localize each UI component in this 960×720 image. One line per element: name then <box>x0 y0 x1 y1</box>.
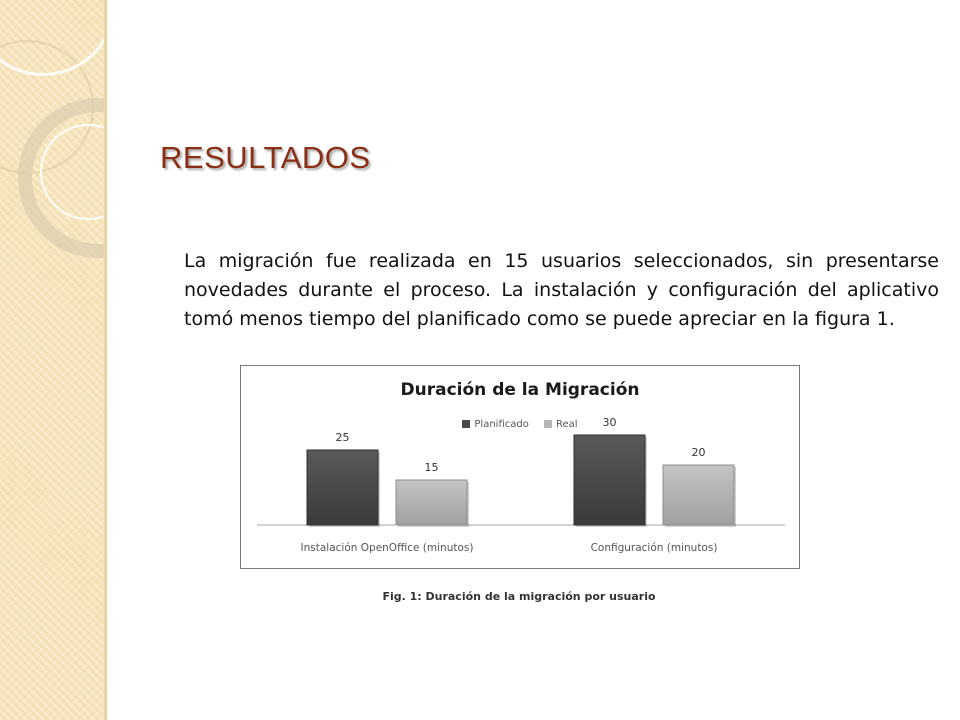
bar-real-2 <box>663 465 734 525</box>
data-label: 30 <box>602 416 617 429</box>
chart-title: Duración de la Migración <box>400 380 640 400</box>
data-label: 20 <box>691 446 706 459</box>
decorative-circle <box>0 0 104 76</box>
slide-title: RESULTADOS <box>160 140 371 175</box>
chart-plot-area <box>241 366 799 568</box>
x-tick-label: Instalación OpenOffice (minutos) <box>300 542 474 554</box>
legend-label-real: Real <box>556 419 578 430</box>
decorative-side-band <box>0 0 104 720</box>
bar-planificado-1 <box>307 450 378 525</box>
body-paragraph: La migración fue realizada en 15 usuarios seleccionados, sin presentarse novedades durante el proceso. La instalación y configuración del aplicativo tomó menos tiempo del planificado como se puede apreciar en la figura 1. <box>184 250 939 330</box>
data-label: 15 <box>424 461 439 474</box>
side-divider <box>104 0 107 720</box>
bar-planificado-2 <box>574 435 645 525</box>
x-tick-label: Configuración (minutos) <box>590 542 718 554</box>
figure-caption: Fig. 1: Duración de la migración por usuario <box>382 590 656 603</box>
legend-label-planificado: Planificado <box>474 419 529 430</box>
data-label: 25 <box>335 431 350 444</box>
bar-real-1 <box>396 480 467 525</box>
bar-chart <box>240 365 800 569</box>
